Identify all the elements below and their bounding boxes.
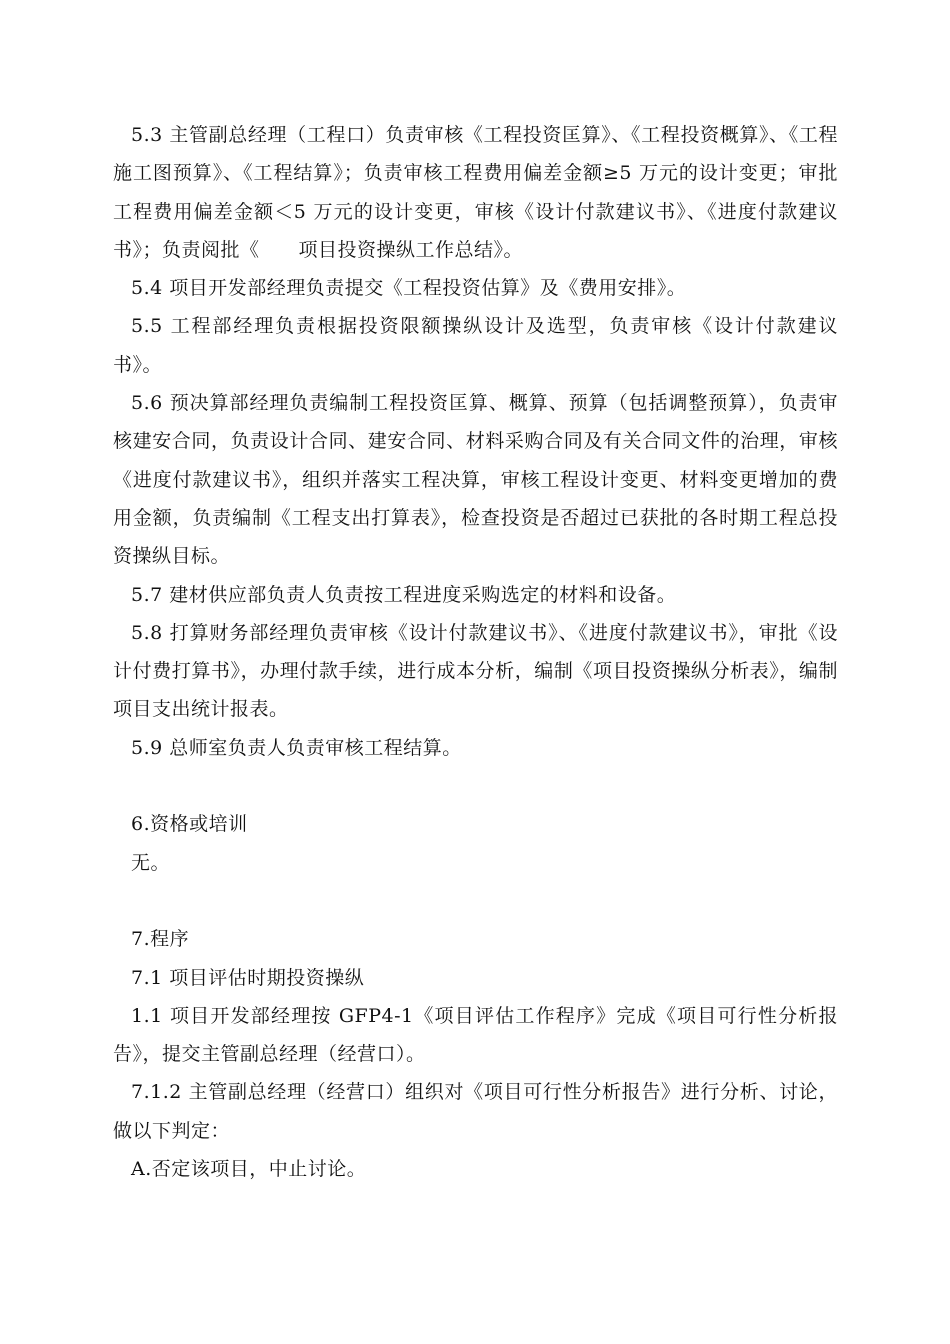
paragraph-5-4: 5.4 项目开发部经理负责提交《工程投资估算》及《费用安排》。: [131, 277, 687, 300]
subsection-heading-7-1: 7.1 项目评估时期投资操纵: [131, 966, 365, 989]
paragraph-5-3: 5.3 主管副总经理（工程口）负责审核《工程投资匡算》、《工程投资概算》、《工程施工图预算》、《工程结算》；负责审核工程费用偏差金额≥5 万元的设计变更；审批工程费用偏差金额＜5 万元的设计变更，审核《设计付款建议书》、《进度付款建议书》；负责阅批《 项目投资操纵工作总结》。: [113, 124, 838, 261]
blank-line: [113, 767, 838, 805]
paragraph-7-1-2: 7.1.2 主管副总经理（经营口）组织对《项目可行性分析报告》进行分析、讨论，做以下判定：: [113, 1081, 838, 1142]
paragraph-option-a: A.否定该项目，中止讨论。: [131, 1158, 367, 1181]
section-heading-7: 7.程序: [131, 928, 190, 951]
section-heading-6: 6.资格或培训: [131, 813, 248, 836]
paragraph-5-8: 5.8 打算财务部经理负责审核《设计付款建议书》、《进度付款建议书》，审批《设计付费打算书》，办理付款手续，进行成本分析，编制《项目投资操纵分析表》，编制项目支出统计报表。: [113, 621, 838, 721]
blank-line: [113, 882, 838, 920]
paragraph-5-6: 5.6 预决算部经理负责编制工程投资匡算、概算、预算（包括调整预算），负责审核建安合同，负责设计合同、建安合同、材料采购合同及有关合同文件的治理，审核《进度付款建议书》，组织并落实工程决算，审核工程设计变更、材料变更增加的费用金额，负责编制《工程支出打算表》，检查投资是否超过已获批的各时期工程总投资操纵目标。: [113, 392, 838, 568]
paragraph-7-1-1: 1.1 项目开发部经理按 GFP4-1《项目评估工作程序》完成《项目可行性分析报告》，提交主管副总经理（经营口）。: [113, 1004, 838, 1066]
paragraph-5-7: 5.7 建材供应部负责人负责按工程进度采购选定的材料和设备。: [131, 583, 677, 606]
document-body: [113, 116, 838, 1188]
paragraph-5-5: 5.5 工程部经理负责根据投资限额操纵设计及选型，负责审核《设计付款建议书》。: [113, 315, 838, 376]
paragraph-6-body: 无。: [131, 851, 171, 874]
paragraph-5-9: 5.9 总师室负责人负责审核工程结算。: [131, 736, 462, 759]
